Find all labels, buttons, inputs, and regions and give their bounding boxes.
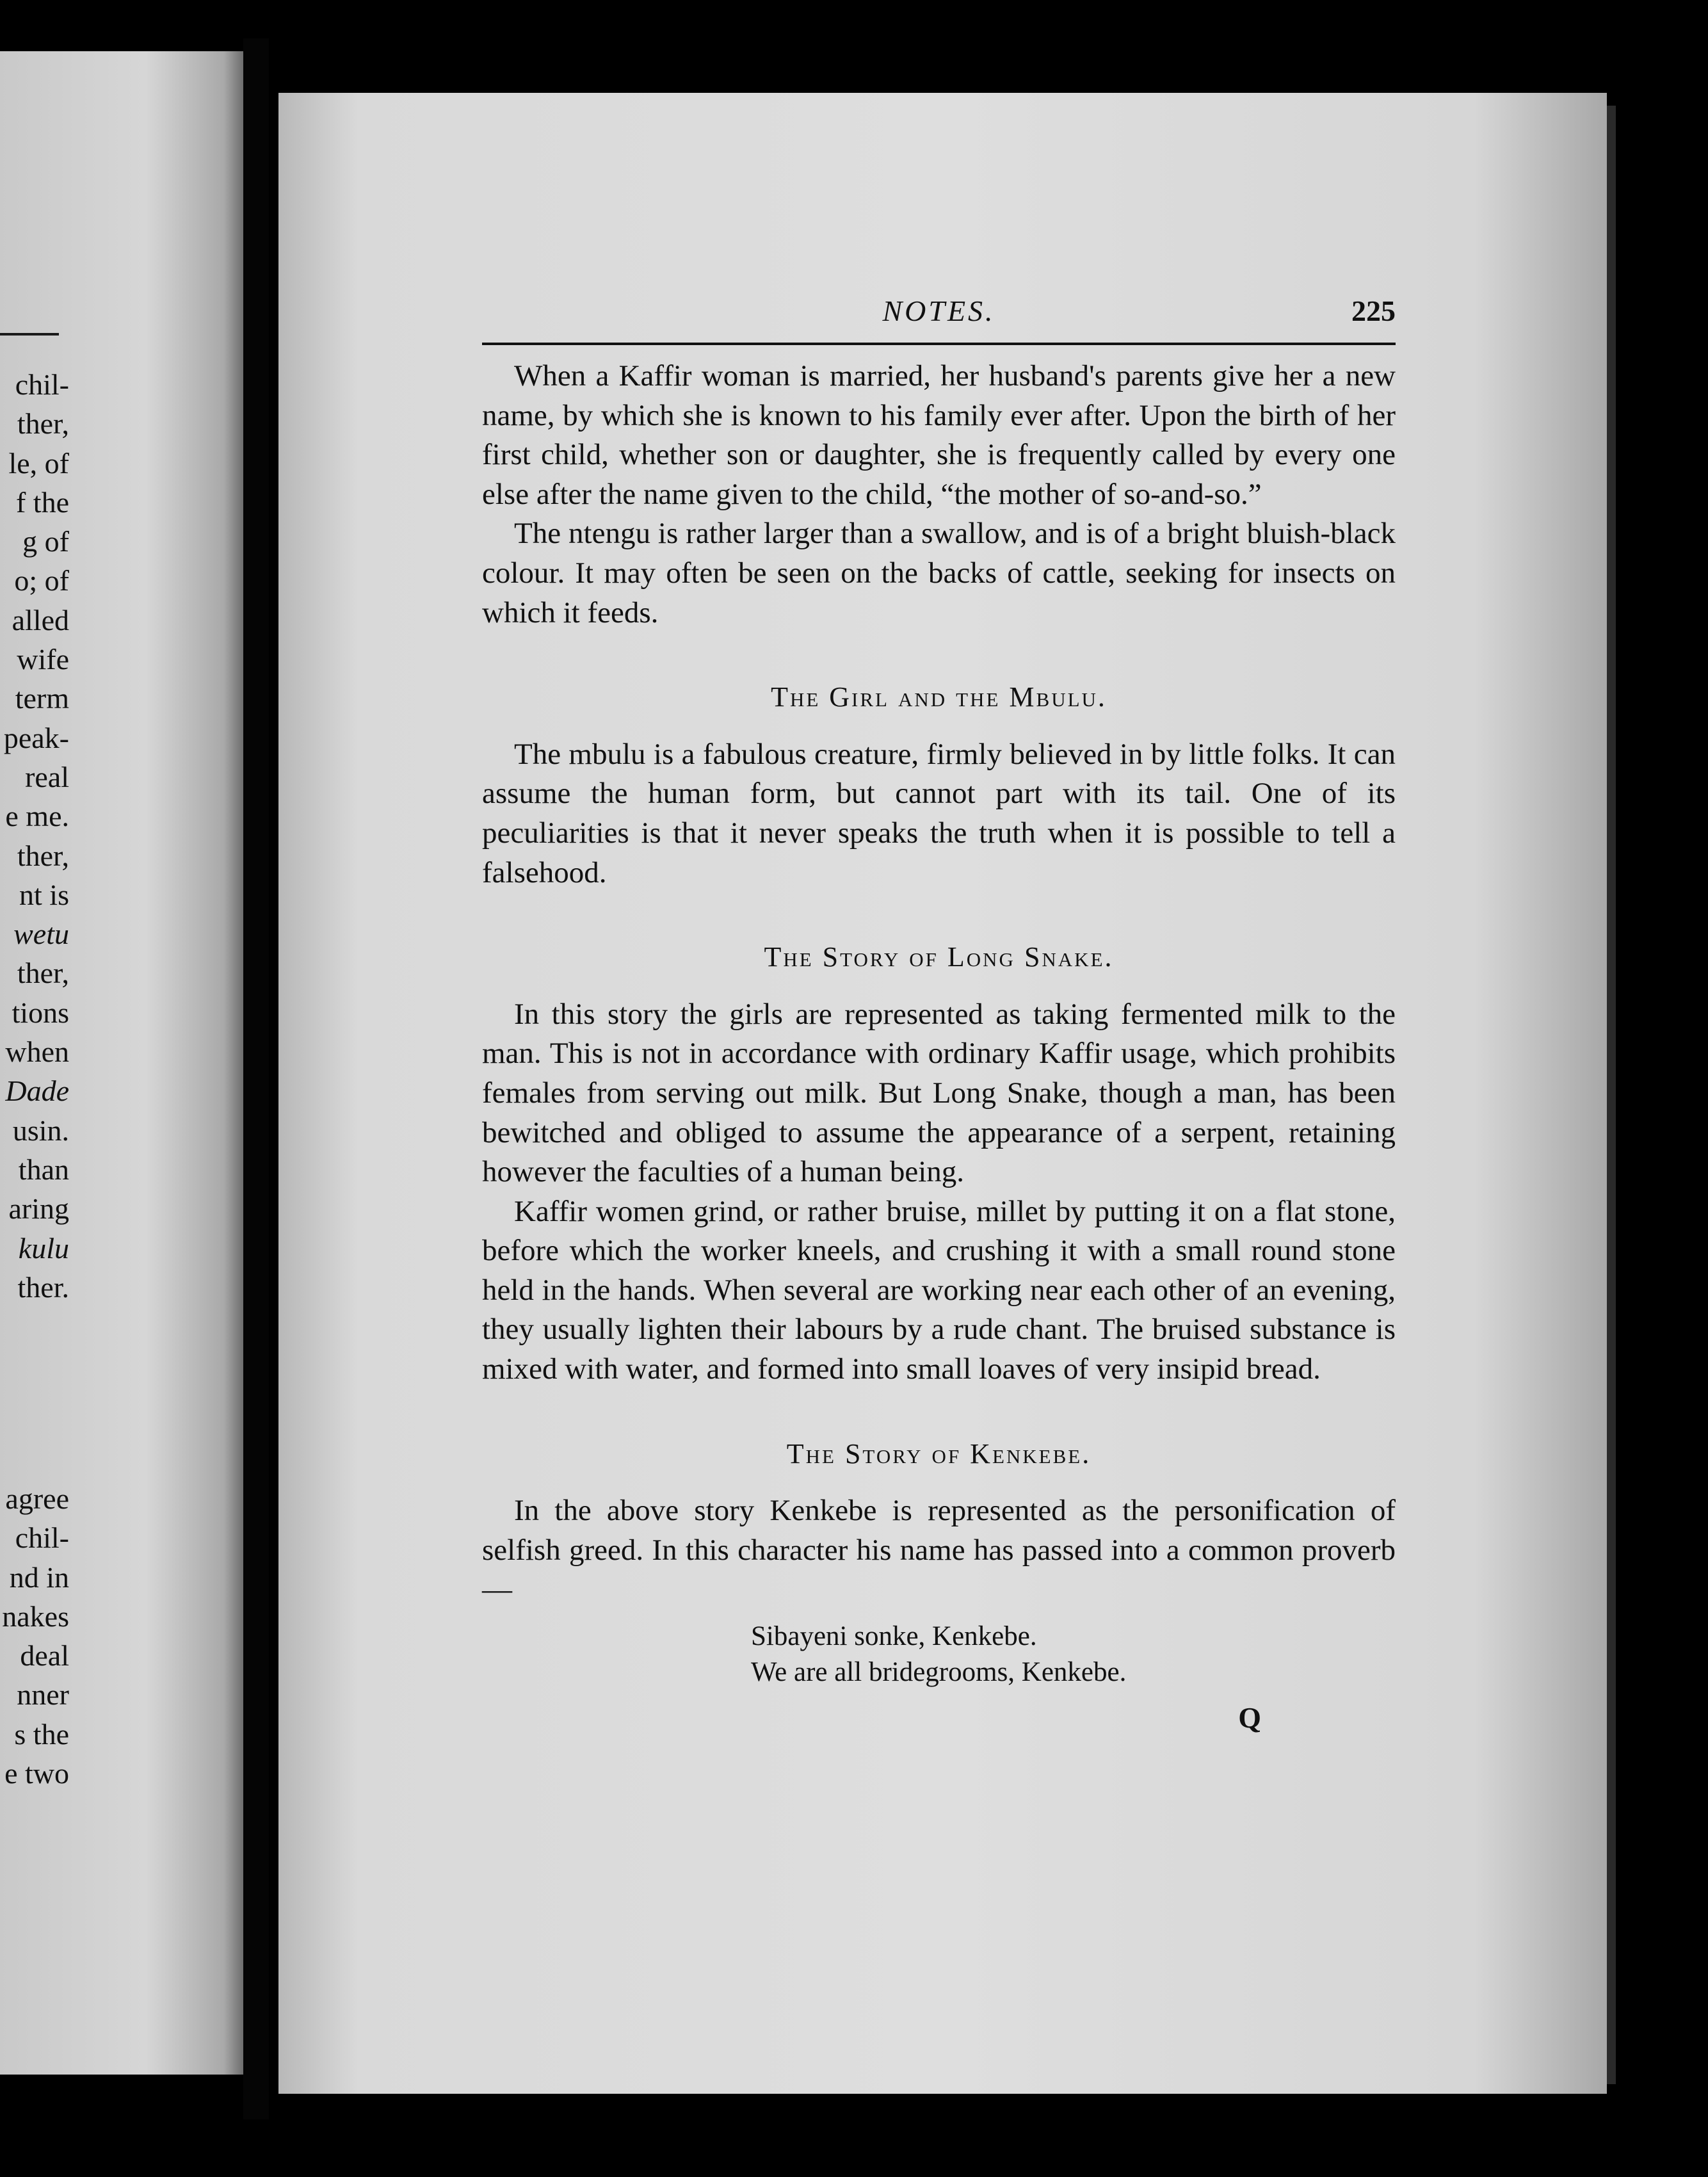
previous-page-line: aring — [8, 1192, 69, 1226]
previous-page-line: peak- — [3, 721, 69, 754]
previous-page-line: usin. — [12, 1113, 69, 1147]
proverb-verse — [751, 1619, 1396, 1690]
previous-page-line: nd in — [9, 1560, 69, 1594]
previous-page-rule — [0, 333, 59, 336]
previous-page-line: le, of — [8, 446, 69, 480]
previous-page-line: o; of — [14, 564, 69, 597]
header-rule — [482, 343, 1396, 345]
previous-page-line: when — [5, 1035, 69, 1069]
verse-line-2: We are all bridegrooms, Kenkebe. — [751, 1657, 1127, 1688]
book-spine — [243, 38, 269, 2119]
paragraph-millet: Kaffir women grind, or rather bruise, millet by putting it on a flat stone, before which the worker kneels, and crushing it with a small round stone held in the hands. When several are working near each other of an evening, they usually lighten their labours by a rude chant. The bruised substance is mixed with water, and formed into small loaves of very insipid bread. — [482, 1194, 1396, 1386]
previous-page-line: wife — [17, 643, 69, 676]
previous-page-line: Dade — [5, 1074, 69, 1108]
previous-page-line: chil- — [15, 1521, 69, 1555]
page-content — [482, 291, 1396, 1738]
signature-mark: Q — [1238, 1701, 1261, 1735]
paragraph-ntengu: The ntengu is rather larger than a swallow, and is of a bright bluish-black colour. It may often be seen on the backs of cattle, seeking for insects on which it feeds. — [482, 517, 1396, 629]
previous-page-line: ther, — [17, 839, 69, 872]
previous-page — [0, 51, 243, 2075]
previous-page-line: ther, — [17, 957, 69, 990]
previous-page-line: nner — [17, 1678, 69, 1712]
running-head — [482, 291, 1396, 336]
page-number: 225 — [1351, 295, 1396, 327]
previous-page-line: chil- — [15, 368, 69, 401]
paragraph-kenkebe: In the above story Kenkebe is represented as the personification of selfish greed. In this character his name has passed into a common proverb— — [482, 1494, 1396, 1606]
previous-page-line: g of — [22, 525, 69, 558]
running-head-title: NOTES. — [882, 295, 995, 327]
previous-page-text-upper — [0, 365, 69, 1307]
previous-page-line: wetu — [13, 918, 69, 951]
previous-page-line: alled — [12, 603, 69, 636]
paragraph-mbulu: The mbulu is a fabulous creature, firmly believed in by little folks. It can assume the human form, but cannot part with its tail. One of its peculiarities is that it never speaks the truth when it is possible to tell a falsehood. — [482, 737, 1396, 889]
previous-page-line: than — [18, 1153, 69, 1186]
page-edge — [1607, 106, 1616, 2084]
verse-line-1: Sibayeni sonke, Kenkebe. — [751, 1621, 1037, 1652]
previous-page-line: nakes — [2, 1599, 69, 1633]
previous-page-line: e me. — [5, 800, 69, 833]
previous-page-line: f the — [15, 485, 69, 519]
previous-page-text-lower — [0, 1479, 69, 1793]
previous-page-line: s the — [14, 1717, 69, 1751]
previous-page-line: nt is — [19, 878, 69, 911]
paragraph-married-name: When a Kaffir woman is married, her husband's parents give her a new name, by which she is known to his family ever after. Upon the birth of her first child, whether son or daughter, she is frequently called by every one else after the name given to the child, “the mother of so-and-so.” — [482, 359, 1396, 511]
previous-page-line: deal — [20, 1639, 69, 1672]
section-heading-long-snake: The Story of Long Snake. — [764, 941, 1114, 973]
previous-page-line: tions — [12, 996, 69, 1029]
paragraph-long-snake: In this story the girls are represented as taking fermented milk to the man. This is not in accordance with ordinary Kaffir usage, which prohibits females from serving out milk. But Long Snake, though a man, has been bewitched and obliged to assume the appearance of a serpent, retaining however the faculties of a human being. — [482, 997, 1396, 1189]
previous-page-line: ther, — [17, 407, 69, 441]
previous-page-line: kulu — [18, 1231, 69, 1265]
previous-page-line: agree — [5, 1482, 69, 1515]
previous-page-line: real — [25, 760, 69, 793]
previous-page-line: e two — [4, 1757, 69, 1790]
section-heading-kenkebe: The Story of Kenkebe. — [786, 1437, 1092, 1469]
previous-page-line: term — [15, 682, 69, 715]
previous-page-line: ther. — [17, 1270, 69, 1304]
section-heading-mbulu: The Girl and the Mbulu. — [771, 681, 1107, 713]
